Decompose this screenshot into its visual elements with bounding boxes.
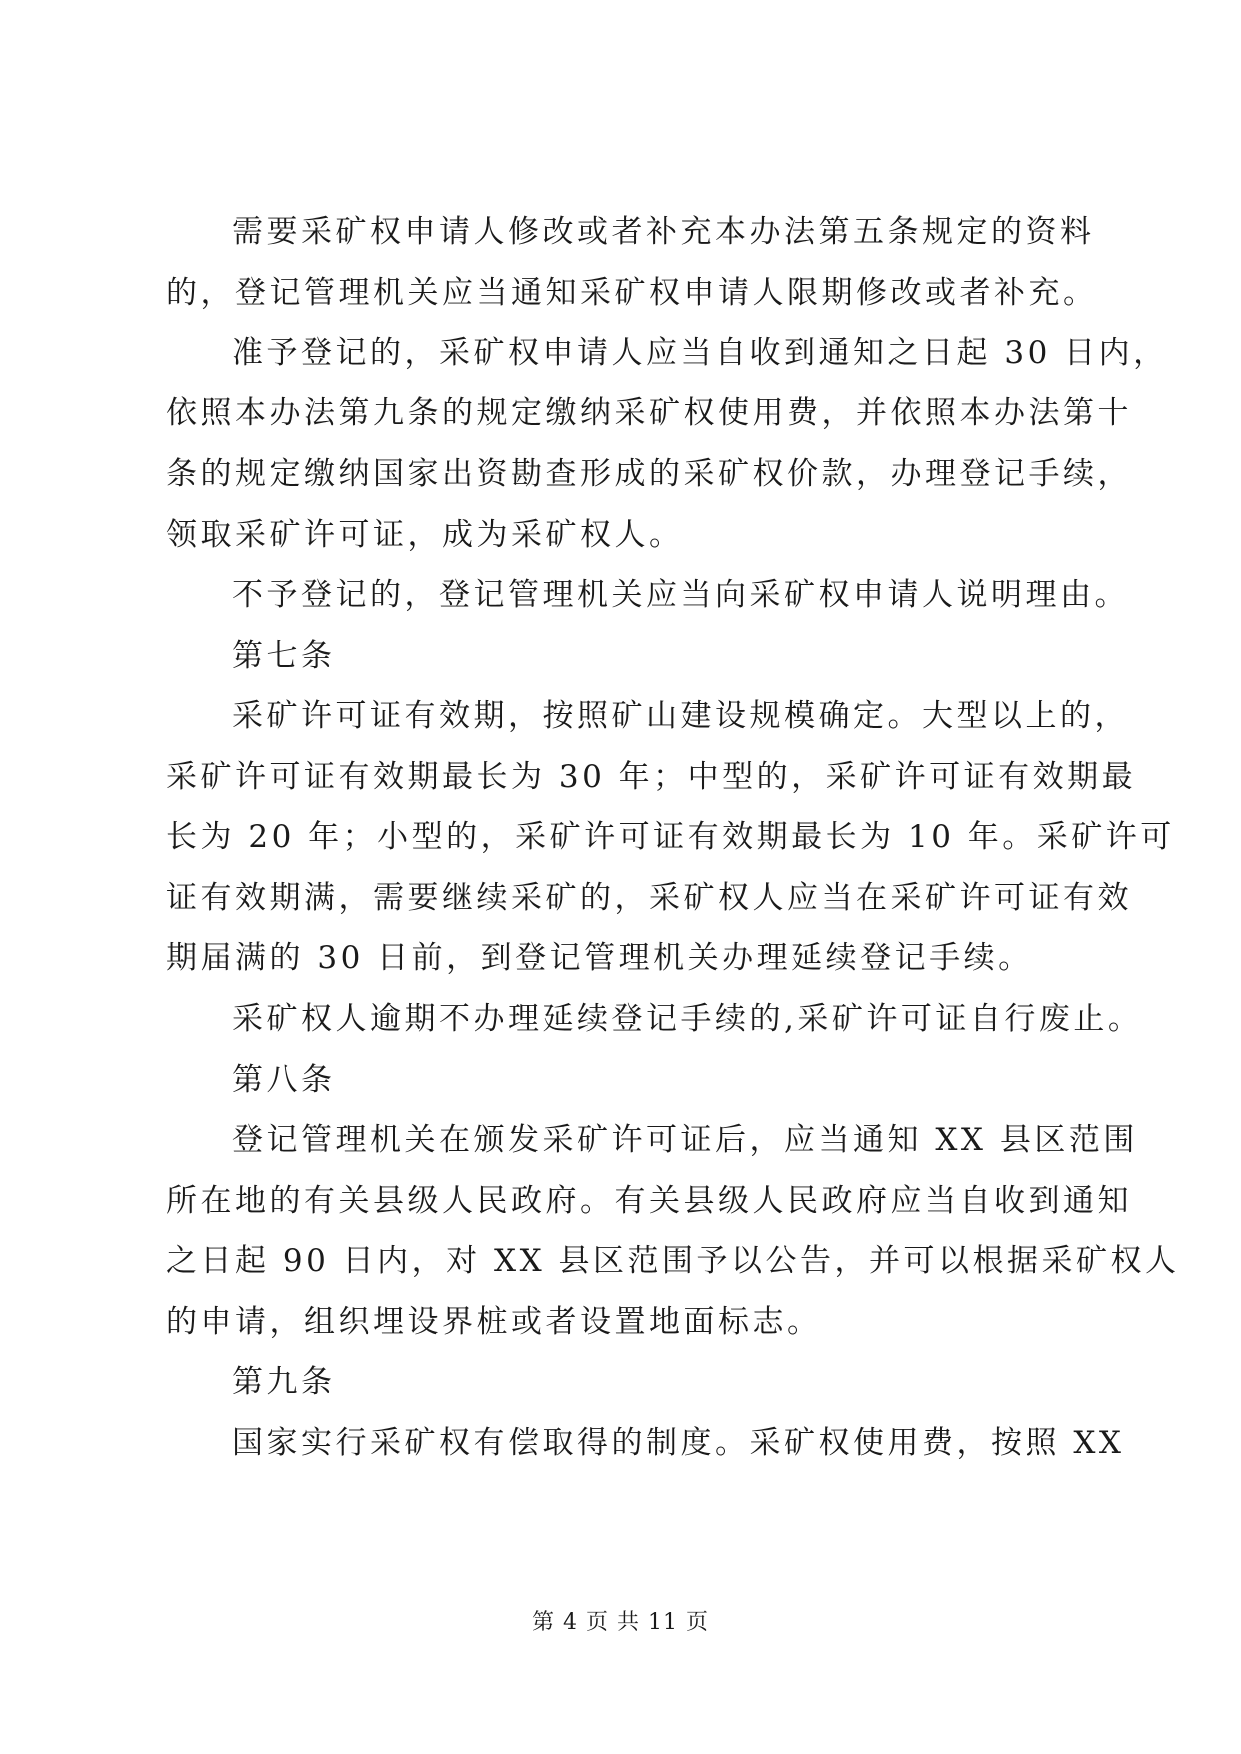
text-line: 的申请，组织埋设界桩或者设置地面标志。 bbox=[166, 1304, 822, 1340]
article-heading: 第九条 bbox=[232, 1364, 336, 1400]
text-line: 所在地的有关县级人民政府。有关县级人民政府应当自收到通知 bbox=[166, 1183, 1132, 1219]
text-line: 条的规定缴纳国家出资勘查形成的采矿权价款，办理登记手续， bbox=[166, 456, 1132, 492]
text-line: 采矿许可证有效期，按照矿山建设规模确定。大型以上的， bbox=[232, 698, 1129, 734]
text-line: 依照本办法第九条的规定缴纳采矿权使用费，并依照本办法第十 bbox=[166, 395, 1132, 431]
page-number-footer: 第 4 页 共 11 页 bbox=[532, 1610, 709, 1635]
text-line: 采矿许可证有效期最长为 30 年；中型的，采矿许可证有效期最 bbox=[166, 759, 1137, 795]
text-line: 的，登记管理机关应当通知采矿权申请人限期修改或者补充。 bbox=[166, 275, 1098, 311]
text-line: 采矿权人逾期不办理延续登记手续的,采矿许可证自行废止。 bbox=[232, 1001, 1143, 1037]
article-heading: 第八条 bbox=[232, 1062, 336, 1098]
text-line: 证有效期满，需要继续采矿的，采矿权人应当在采矿许可证有效 bbox=[166, 880, 1132, 916]
text-line: 期届满的 30 日前，到登记管理机关办理延续登记手续。 bbox=[166, 940, 1033, 976]
text-line: 不予登记的，登记管理机关应当向采矿权申请人说明理由。 bbox=[232, 577, 1129, 613]
text-line: 长为 20 年；小型的，采矿许可证有效期最长为 10 年。采矿许可 bbox=[166, 819, 1175, 855]
text-line: 之日起 90 日内，对 XX 县区范围予以公告，并可以根据采矿权人 bbox=[166, 1243, 1180, 1279]
text-line: 领取采矿许可证，成为采矿权人。 bbox=[166, 517, 684, 553]
text-line: 需要采矿权申请人修改或者补充本办法第五条规定的资料 bbox=[232, 214, 1095, 250]
text-line: 准予登记的，采矿权申请人应当自收到通知之日起 30 日内， bbox=[232, 335, 1168, 371]
text-line: 登记管理机关在颁发采矿许可证后，应当通知 XX 县区范围 bbox=[232, 1122, 1138, 1158]
text-line: 国家实行采矿权有偿取得的制度。采矿权使用费，按照 XX bbox=[232, 1425, 1125, 1461]
article-heading: 第七条 bbox=[232, 638, 336, 674]
